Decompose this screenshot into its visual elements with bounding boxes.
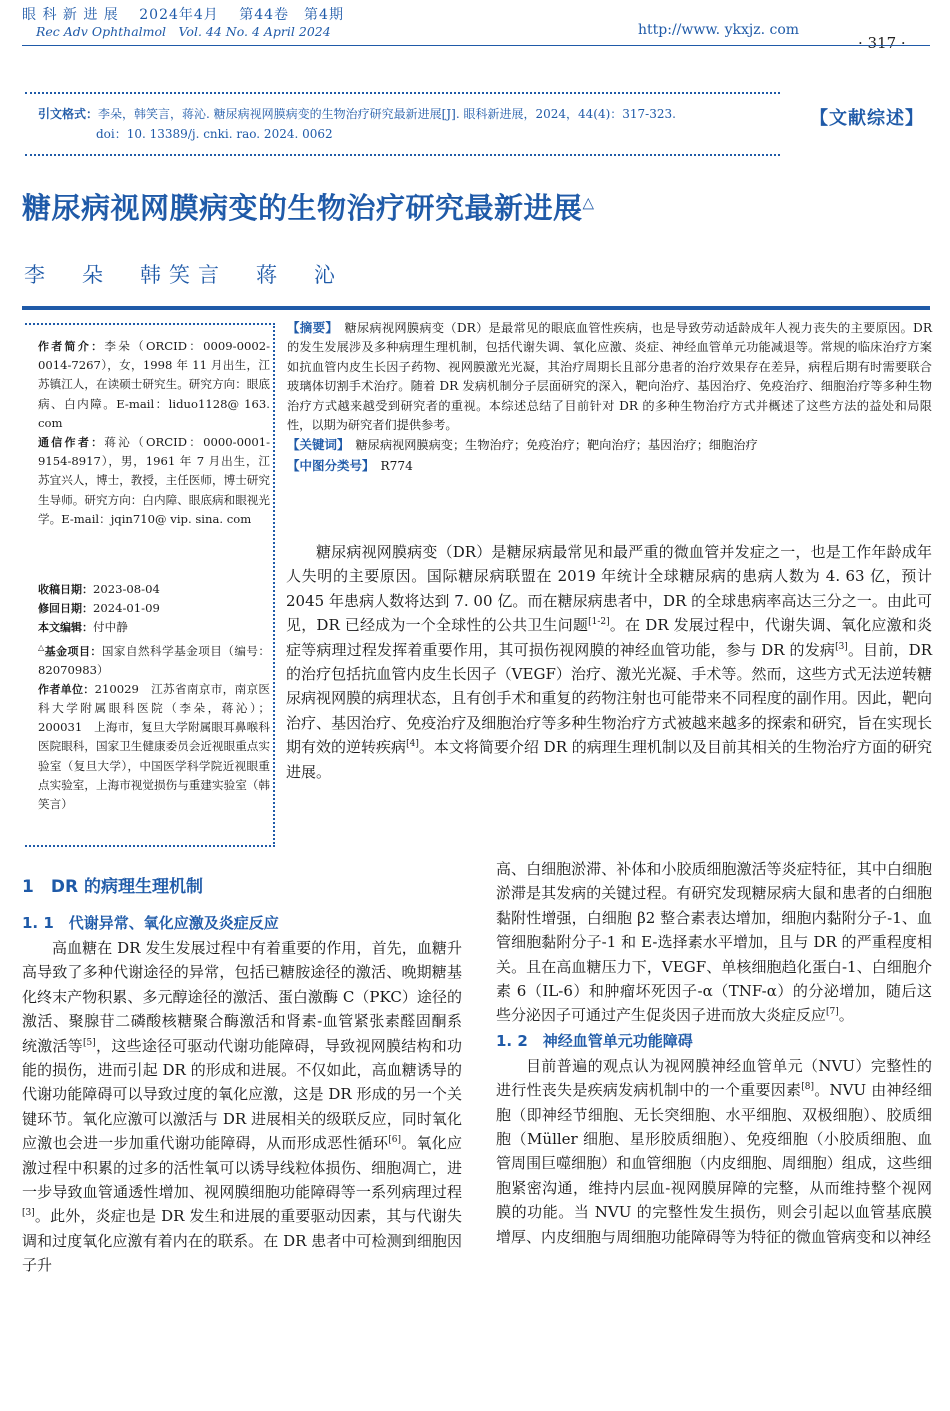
paragraph-1-1	[22, 936, 462, 1278]
author-list: 李 朵 韩笑言 蒋 沁	[24, 263, 343, 287]
p11-text-a: 高血糖在 DR 发生发展过程中有着重要的作用，首先，血糖升高导致了多种代谢途径的异常，包括已糖胺途径的激活、晚期糖基化终末产物积累、多元醇途径的激活、蛋白激酶 C（PKC）途径的激活、聚腺苷二磷酸核糖聚合酶激活和肾素-血管紧张素醛固酮系统激活等	[22, 939, 462, 1055]
p11-text-e: 高、白细胞淤滞、补体和小胶质细胞激活等炎症特征，其中白细胞淤滞是其发病的关键过程。有研究发现糖尿病大鼠和患者的白细胞黏附性增强，白细胞 β2 整合素表达增加，细胞内黏附分子-1、血管细胞黏附分子-1 和 E-选择素水平增加，且与 DR 的严重程度相关。且在高血糖压力下，VEGF、单核细胞趋化蛋白-1、白细胞介素 6（IL-6）和肿瘤坏死因子-α（TNF-α）的分泌增加，随后这些分泌因子可通过产生促炎因子进而放大炎症反应	[496, 860, 932, 1025]
citation-ref[interactable]: [4]	[406, 739, 419, 750]
fund-value: 国家自然科学基金项目（编号：82070983）	[38, 643, 270, 677]
title-fund-mark: △	[582, 193, 595, 212]
author-intro-text: 李朵（ORCID：0009-0002-0014-7267），女，1998 年 11 月出生，江苏镇江人，在读硕士研究生。研究方向：眼底病、白内障。E-mail：liduo1128@ 163. com	[38, 339, 271, 430]
subsection-heading-1-1: 1. 1 代谢异常、氧化应激及炎症反应	[22, 914, 279, 932]
journal-header-cn: 眼 科 新 进 展 2024年4月 第44卷 第4期	[22, 7, 344, 23]
fund-label: 基金项目：	[44, 644, 102, 658]
unit-value: 210029 江苏省南京市，南京医科大学附属眼科医院（李朵，蒋沁）；200031 上海市，复旦大学附属眼耳鼻喉科医院眼科，国家卫生健康委员会近视眼重点实验室（复旦大学），中国医学科学院近视眼重点实验室，上海市视觉损伤与重建实验室（韩笑言）	[38, 681, 271, 812]
page-number: · 317 ·	[858, 34, 906, 52]
revised-value: 2024-01-09	[93, 601, 160, 616]
intro-text-1: 糖尿病视网膜病变（DR）是糖尿病最常见和最严重的微血管并发症之一，也是工作年龄成年人失明的主要原因。国际糖尿病联盟在 2019 年统计全球糖尿病的患病人数为 4. 63 亿，预计 2045 年患病人数将达到 7. 00 亿。而在糖尿病患者中，DR 的全球患病率高达三分之一。由此可见，DR 已经成为一个全球性的公共卫生问题	[286, 543, 932, 635]
revised-label: 修回日期：	[38, 602, 93, 616]
keywords-label: 【关键词】	[287, 437, 344, 453]
p11-text-c: 。氧化应激过程中积累的过多的活性氧可以诱导线粒体损伤、细胞凋亡，进一步导致血管通透性增加、视网膜细胞功能障碍等一系列病理过程	[22, 1134, 462, 1202]
abstract	[287, 318, 932, 476]
citation-ref[interactable]: [5]	[83, 1037, 96, 1048]
p11-text-f: 。	[838, 1006, 854, 1025]
intro-text-3: 。目前，DR 的治疗包括抗血管内皮生长因子（VEGF）治疗、激光光凝、手术等。然而，这些方式无法逆转糖尿病视网膜的病理状态，且有创手术和重复的药物注射也可能带来不同程度的副作用。因此，靶向治疗、基因治疗、免疫治疗及细胞治疗等多种生物治疗方式被越来越多的探索和研究，旨在实现长期有效的逆转疾病	[286, 640, 932, 757]
received-date	[38, 580, 270, 599]
clc-text: R774	[380, 458, 413, 473]
citation-doi[interactable]: doi：10. 13389/j. cnki. rao. 2024. 0062	[96, 127, 333, 141]
author-intro	[38, 337, 270, 433]
paragraph-1-1-cont	[496, 857, 932, 1028]
citation-ref[interactable]: [3]	[22, 1208, 35, 1219]
citation-ref[interactable]: [1-2]	[588, 617, 610, 628]
received-label: 收稿日期：	[38, 583, 93, 596]
subsection-heading-1-2: 1. 2 神经血管单元功能障碍	[496, 1031, 693, 1050]
received-value: 2023-08-04	[93, 582, 160, 596]
author-unit	[38, 680, 270, 814]
editor-label: 本文编辑：	[38, 621, 93, 635]
left-column	[22, 912, 462, 1278]
article-title	[22, 186, 595, 227]
fund	[38, 638, 270, 680]
citation-ref[interactable]: [7]	[826, 1007, 839, 1018]
editor	[38, 618, 270, 637]
citation-ref[interactable]: [6]	[388, 1135, 401, 1146]
corresponding-label: 通信作者：	[38, 436, 105, 449]
abstract-body	[287, 318, 932, 435]
author-intro-label: 作者简介：	[38, 340, 105, 353]
p11-text-d: 。此外，炎症也是 DR 发生和进展的重要驱动因素，其与代谢失调和过度氧化应激有着内在的联系。在 DR 患者中可检测到细胞因子升	[22, 1207, 462, 1275]
article-meta	[38, 580, 270, 814]
article-type-tag: 【文献综述】	[810, 108, 924, 129]
intro-text-2: 。在 DR 发展过程中，代谢失调、氧化应激和炎症等病理过程发挥着重要作用，其可损伤视网膜的神经血管功能，参与 DR 的发病	[286, 616, 933, 659]
citation	[38, 104, 773, 144]
p12-text-a: 目前普遍的观点认为视网膜神经血管单元（NVU）完整性的进行性丧失是疾病发病机制中的一个重要因素	[496, 1056, 932, 1100]
corresponding-text: 蒋沁（ORCID：0000-0001-9154-8917），男，1961 年 7 月出生，江苏宜兴人，博士，教授，主任医师，博士研究生导师。研究方向：白内障、眼底病和眼视光学。E-mail：jqin710@ vip. sina. com	[38, 435, 271, 526]
citation-label: 引文格式：	[38, 107, 99, 121]
fund-mark: △	[38, 642, 45, 652]
revised-date	[38, 599, 270, 618]
abstract-label: 【摘要】	[287, 320, 332, 335]
journal-header-en: Rec Adv Ophthalmol Vol. 44 No. 4 April 2024	[36, 24, 331, 39]
paragraph-1-2	[496, 1054, 932, 1249]
author-divider	[22, 306, 930, 310]
citation-ref[interactable]: [3]	[835, 641, 848, 652]
unit-label: 作者单位：	[38, 682, 95, 696]
corresponding-author	[38, 433, 270, 529]
right-column	[496, 857, 932, 1249]
p12-text-b: 。NVU 由神经细胞（即神经节细胞、无长突细胞、水平细胞、双极细胞）、胶质细胞（Müller 细胞、星形胶质细胞）、免疫细胞（小胶质细胞、血管周围巨噬细胞）和血管细胞（内皮细胞、周细胞）组成，这些细胞紧密沟通，维持内层血-视网膜屏障的完整，从而维持整个视网膜的功能。当 NVU 的完整性发生损伤，则会引起以血管基底膜增厚、内皮细胞与周细胞功能障碍等为特征的微血管病变和以神经	[496, 1081, 932, 1246]
abstract-text: 糖尿病视网膜病变（DR）是最常见的眼底血管性疾病，也是导致劳动适龄成年人视力丧失的主要原因。DR 的发生发展涉及多种病理生理机制，包括代谢失调、氧化应激、炎症、神经血管单元功能减退等。常规的临床治疗方案如抗血管内皮生长因子药物、视网膜激光光凝，其治疗周期长且部分患者的治疗效果存在差异，病程后期有时需要联合玻璃体切割手术治疗。随着 DR 发病机制分子层面研究的深入，靶向治疗、基因治疗、免疫治疗、细胞治疗等多种生物治疗方式越来越受到研究者的重视。本综述总结了目前针对 DR 的多种生物治疗方式并概述了这些方法的益处和局限性，以期为研究者们提供参考。	[287, 321, 932, 433]
section-heading-1: 1 DR 的病理生理机制	[22, 877, 203, 897]
journal-url[interactable]: http://www. ykxjz. com	[638, 22, 800, 38]
keywords	[287, 435, 932, 455]
title-text: 糖尿病视网膜病变的生物治疗研究最新进展	[22, 191, 583, 225]
citation-text: 李朵，韩笑言，蒋沁. 糖尿病视网膜病变的生物治疗研究最新进展[J]. 眼科新进展，2024，44(4)：317-323.	[98, 107, 676, 121]
intro-paragraph	[286, 540, 932, 784]
header-divider	[22, 45, 930, 46]
editor-value: 付中静	[93, 620, 128, 635]
p11-text-b: ，这些途径可驱动代谢功能障碍，导致视网膜结构和功能的损伤，进而引起 DR 的形成和进展。不仅如此，高血糖诱导的代谢功能障碍可以导致过度的氧化应激，这是 DR 形成的另一个关键环节。氧化应激可以激活与 DR 进展相关的级联反应，同时氧化应激也会进一步加重代谢功能障碍，从而形成恶性循环	[22, 1036, 462, 1153]
citation-ref[interactable]: [8]	[801, 1082, 815, 1093]
clc	[287, 456, 932, 476]
intro-text-4: 。本文将简要介绍 DR 的病理生理机制以及目前其相关的生物治疗方面的研究进展。	[286, 738, 932, 781]
keywords-text: 糖尿病视网膜病变；生物治疗；免疫治疗；靶向治疗；基因治疗；细胞治疗	[355, 438, 758, 453]
clc-label: 【中图分类号】	[287, 457, 369, 473]
